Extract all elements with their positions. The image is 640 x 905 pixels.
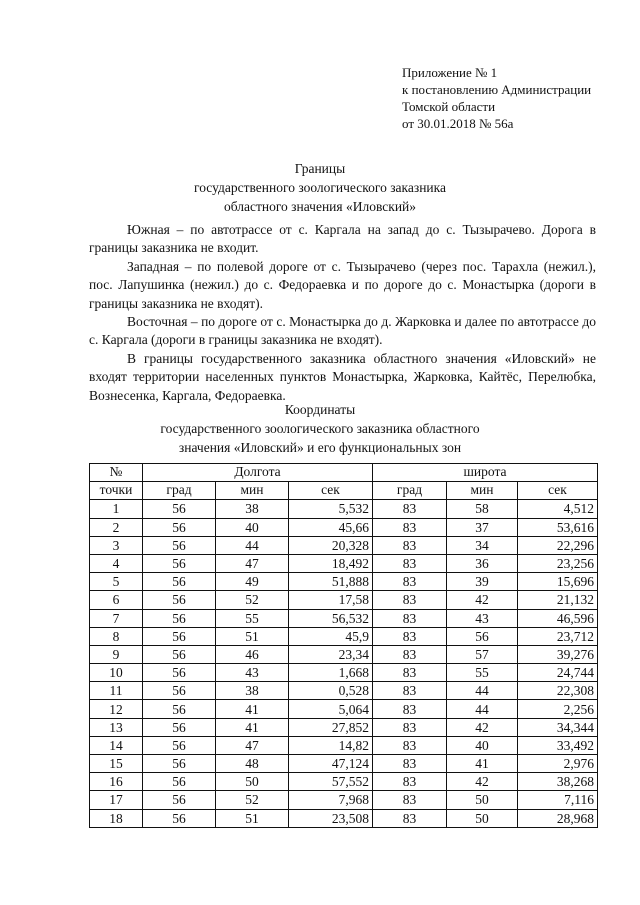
table-row [90, 536, 598, 554]
point-number-cell: 8 [90, 627, 143, 645]
lon-sec-cell: 5,064 [289, 700, 373, 718]
lon-min-cell: 51 [216, 627, 289, 645]
table-row [90, 591, 598, 609]
lat-deg-cell: 83 [373, 700, 447, 718]
point-number-cell: 11 [90, 682, 143, 700]
lon-min-cell: 41 [216, 700, 289, 718]
lat-deg-cell: 83 [373, 682, 447, 700]
lat-sec-cell: 23,712 [518, 627, 598, 645]
coordinates-table [89, 463, 598, 828]
lon-sec-cell: 51,888 [289, 573, 373, 591]
latitude-header: широта [373, 464, 598, 482]
lon-sec-cell: 7,968 [289, 791, 373, 809]
point-number-cell: 3 [90, 536, 143, 554]
lat-min-cell: 44 [447, 700, 518, 718]
lat-deg-cell: 83 [373, 518, 447, 536]
lat-min-cell: 34 [447, 536, 518, 554]
lat-deg-cell: 83 [373, 736, 447, 754]
point-number-header-top: № [109, 464, 123, 479]
lon-deg-cell: 56 [143, 591, 216, 609]
point-number-cell: 6 [90, 591, 143, 609]
lon-min-cell: 43 [216, 664, 289, 682]
appendix-line-4: от 30.01.2018 № 56а [402, 116, 514, 131]
lon-deg-cell: 56 [143, 518, 216, 536]
lat-sec-cell: 22,308 [518, 682, 598, 700]
lat-sec-cell: 22,296 [518, 536, 598, 554]
lon-min-cell: 47 [216, 554, 289, 572]
lat-deg-cell: 83 [373, 591, 447, 609]
table-row [90, 664, 598, 682]
lon-min-cell: 51 [216, 809, 289, 827]
lat-min-cell: 40 [447, 736, 518, 754]
lat-deg-cell: 83 [373, 554, 447, 572]
lat-sec-cell: 15,696 [518, 573, 598, 591]
lon-deg-cell: 56 [143, 791, 216, 809]
lon-deg-header: град [143, 482, 216, 500]
title-line-1: Границы [294, 161, 346, 176]
lat-deg-cell: 83 [373, 573, 447, 591]
lat-min-header: мин [447, 482, 518, 500]
lon-sec-cell: 14,82 [289, 736, 373, 754]
lat-sec-cell: 2,976 [518, 755, 598, 773]
lon-sec-cell: 56,532 [289, 609, 373, 627]
lon-min-cell: 38 [216, 500, 289, 518]
lat-min-cell: 39 [447, 573, 518, 591]
boundaries-title [0, 159, 640, 216]
lon-deg-cell: 56 [143, 554, 216, 572]
appendix-line-1: Приложение № 1 [402, 65, 498, 80]
appendix-line-3: Томской области [402, 99, 496, 114]
lon-sec-cell: 47,124 [289, 755, 373, 773]
lat-min-cell: 50 [447, 791, 518, 809]
lat-min-cell: 42 [447, 591, 518, 609]
lon-sec-cell: 18,492 [289, 554, 373, 572]
appendix-header [402, 64, 638, 132]
lon-deg-cell: 56 [143, 755, 216, 773]
table-row [90, 627, 598, 645]
lon-sec-cell: 5,532 [289, 500, 373, 518]
point-number-header [90, 464, 143, 482]
lon-min-cell: 46 [216, 645, 289, 663]
table-row [90, 645, 598, 663]
point-number-cell: 16 [90, 773, 143, 791]
lon-deg-cell: 56 [143, 573, 216, 591]
coords-title-line-2: государственного зоологического заказника областного [160, 421, 480, 436]
table-row [90, 736, 598, 754]
lat-sec-cell: 2,256 [518, 700, 598, 718]
appendix-line-2: к постановлению Администрации [402, 82, 592, 97]
lon-min-cell: 38 [216, 682, 289, 700]
lon-sec-cell: 23,34 [289, 645, 373, 663]
title-line-3: областного значения «Иловский» [223, 199, 417, 214]
point-number-cell: 2 [90, 518, 143, 536]
title-line-2: государственного зоологического заказника [194, 180, 446, 195]
lon-sec-cell: 1,668 [289, 664, 373, 682]
lon-deg-cell: 56 [143, 682, 216, 700]
lat-deg-cell: 83 [373, 627, 447, 645]
lat-sec-cell: 23,256 [518, 554, 598, 572]
lon-sec-cell: 45,66 [289, 518, 373, 536]
point-number-cell: 7 [90, 609, 143, 627]
lat-sec-cell: 21,132 [518, 591, 598, 609]
paragraph-east: Восточная – по дороге от с. Монастырка до д. Жарковка и далее по автотрассе до с. Каргала (дороги в границы заказника не входят). [89, 314, 596, 348]
lon-min-cell: 41 [216, 718, 289, 736]
lat-sec-cell: 34,344 [518, 718, 598, 736]
lat-min-cell: 37 [447, 518, 518, 536]
lon-deg-cell: 56 [143, 736, 216, 754]
table-row [90, 718, 598, 736]
lon-deg-cell: 56 [143, 645, 216, 663]
lat-deg-cell: 83 [373, 664, 447, 682]
lon-deg-cell: 56 [143, 536, 216, 554]
longitude-header: Долгота [143, 464, 373, 482]
coords-title-line-3: значения «Иловский» и его функциональных зон [178, 440, 462, 455]
coords-title-line-1: Координаты [284, 402, 356, 417]
lat-deg-cell: 83 [373, 755, 447, 773]
paragraph-exclusions: В границы государственного заказника областного значения «Иловский» не входят территории населенных пунктов Монастырка, Жарковка, Кайтёс, Перелюбка, Вознесенка, Каргала, Федораевка. [89, 350, 596, 403]
point-number-cell: 10 [90, 664, 143, 682]
lon-min-cell: 50 [216, 773, 289, 791]
lon-deg-cell: 56 [143, 773, 216, 791]
lat-deg-cell: 83 [373, 773, 447, 791]
point-number-cell: 5 [90, 573, 143, 591]
lat-sec-cell: 53,616 [518, 518, 598, 536]
paragraph-south: Южная – по автотрассе от с. Каргала на запад до с. Тызырачево. Дорога в границы заказника не входит. [89, 222, 596, 256]
lon-min-cell: 47 [216, 736, 289, 754]
lat-sec-header: сек [518, 482, 598, 500]
lat-min-cell: 41 [447, 755, 518, 773]
coordinates-table-body [90, 500, 598, 827]
table-row [90, 554, 598, 572]
lat-sec-cell: 24,744 [518, 664, 598, 682]
lon-min-cell: 48 [216, 755, 289, 773]
point-number-cell: 12 [90, 700, 143, 718]
table-row [90, 700, 598, 718]
lat-deg-cell: 83 [373, 809, 447, 827]
lon-min-cell: 52 [216, 791, 289, 809]
table-row [90, 500, 598, 518]
lon-deg-cell: 56 [143, 700, 216, 718]
point-number-subheader: точки [90, 482, 143, 500]
lat-min-cell: 58 [447, 500, 518, 518]
lat-min-cell: 55 [447, 664, 518, 682]
lat-deg-cell: 83 [373, 609, 447, 627]
lat-sec-cell: 46,596 [518, 609, 598, 627]
point-number-cell: 4 [90, 554, 143, 572]
lon-min-cell: 55 [216, 609, 289, 627]
lat-sec-cell: 39,276 [518, 645, 598, 663]
point-number-cell: 13 [90, 718, 143, 736]
table-row [90, 573, 598, 591]
point-number-cell: 17 [90, 791, 143, 809]
lon-min-cell: 44 [216, 536, 289, 554]
lat-deg-cell: 83 [373, 791, 447, 809]
boundaries-description [89, 221, 596, 405]
lon-sec-cell: 23,508 [289, 809, 373, 827]
lon-sec-header: сек [289, 482, 373, 500]
table-row [90, 791, 598, 809]
point-number-cell: 14 [90, 736, 143, 754]
lon-deg-cell: 56 [143, 809, 216, 827]
lon-sec-cell: 45,9 [289, 627, 373, 645]
lat-sec-cell: 4,512 [518, 500, 598, 518]
lat-min-cell: 36 [447, 554, 518, 572]
coordinates-title [0, 400, 640, 457]
table-row [90, 609, 598, 627]
lon-sec-cell: 17,58 [289, 591, 373, 609]
lon-min-cell: 40 [216, 518, 289, 536]
lon-sec-cell: 0,528 [289, 682, 373, 700]
lat-min-cell: 42 [447, 773, 518, 791]
lat-min-cell: 50 [447, 809, 518, 827]
lat-min-cell: 43 [447, 609, 518, 627]
lat-sec-cell: 33,492 [518, 736, 598, 754]
lat-min-cell: 42 [447, 718, 518, 736]
table-row [90, 518, 598, 536]
table-row [90, 755, 598, 773]
lat-min-cell: 56 [447, 627, 518, 645]
lon-deg-cell: 56 [143, 664, 216, 682]
lat-min-cell: 57 [447, 645, 518, 663]
table-row [90, 773, 598, 791]
table-row [90, 809, 598, 827]
lon-min-cell: 49 [216, 573, 289, 591]
lon-deg-cell: 56 [143, 609, 216, 627]
point-number-cell: 18 [90, 809, 143, 827]
point-number-cell: 1 [90, 500, 143, 518]
lat-deg-cell: 83 [373, 500, 447, 518]
lat-deg-cell: 83 [373, 718, 447, 736]
lon-min-header: мин [216, 482, 289, 500]
lat-sec-cell: 38,268 [518, 773, 598, 791]
lon-min-cell: 52 [216, 591, 289, 609]
lat-deg-cell: 83 [373, 645, 447, 663]
lat-deg-cell: 83 [373, 536, 447, 554]
point-number-cell: 9 [90, 645, 143, 663]
lon-deg-cell: 56 [143, 500, 216, 518]
lon-sec-cell: 57,552 [289, 773, 373, 791]
lon-sec-cell: 20,328 [289, 536, 373, 554]
lon-deg-cell: 56 [143, 627, 216, 645]
lat-min-cell: 44 [447, 682, 518, 700]
lat-sec-cell: 28,968 [518, 809, 598, 827]
lat-deg-header: град [373, 482, 447, 500]
lon-sec-cell: 27,852 [289, 718, 373, 736]
paragraph-west: Западная – по полевой дороге от с. Тызырачево (через пос. Тарахла (нежил.), пос. Лапушинка (нежил.) до с. Федораевка и по дороге до с. Монастырка (дороги в границы заказника не входят). [89, 258, 596, 311]
lon-deg-cell: 56 [143, 718, 216, 736]
table-row [90, 682, 598, 700]
lat-sec-cell: 7,116 [518, 791, 598, 809]
point-number-cell: 15 [90, 755, 143, 773]
